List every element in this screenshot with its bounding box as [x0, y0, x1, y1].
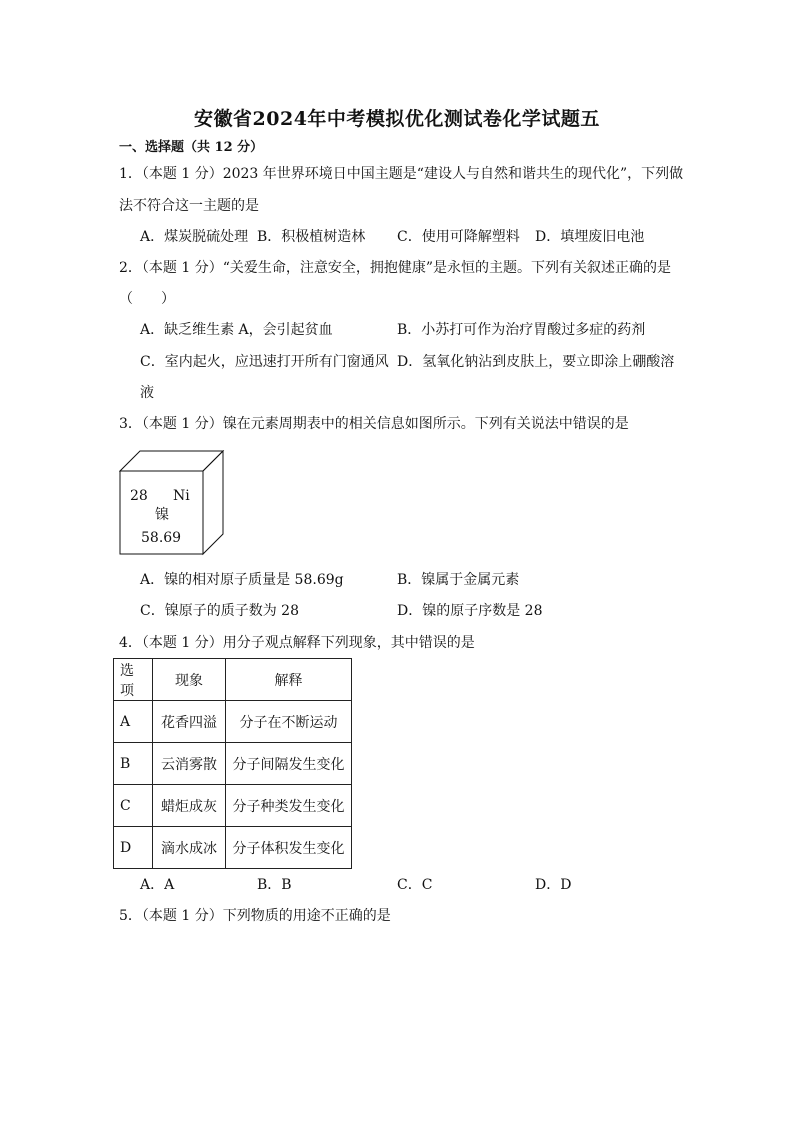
q4-stem-line1: 4．（本题 1 分）用分子观点解释下列现象，其中错误的是	[119, 635, 475, 651]
table-cell: D	[114, 827, 153, 869]
q3-option-b: B．镍属于金属元素	[397, 572, 520, 588]
q1-option-c: C．使用可降解塑料	[397, 229, 520, 245]
page-title: 安徽省2024年中考模拟优化测试卷化学试题五	[194, 108, 600, 130]
q4-option-c: C．C	[397, 877, 433, 893]
q3-option-d: D．镍的原子序数是 28	[397, 603, 543, 619]
table-row	[114, 743, 352, 785]
q1-stem-line1: 1．（本题 1 分）2023 年世界环境日中国主题是“建设人与自然和谐共生的现代化”，下列做	[119, 166, 684, 182]
table-header-cell: 现象	[153, 659, 226, 701]
section-heading: 一、选择题（共 12 分）	[119, 140, 264, 155]
table-row	[114, 701, 352, 743]
table-header-row	[114, 659, 352, 701]
table-header-cell: 选项	[114, 659, 153, 701]
q3-option-a: A．镍的相对原子质量是 58.69g	[140, 572, 344, 588]
table-header-cell: 解释	[226, 659, 352, 701]
table-cell: 分子体积发生变化	[226, 827, 352, 869]
table-cell: 蜡炬成灰	[153, 785, 226, 827]
q2-option-a: A．缺乏维生素 A，会引起贫血	[140, 322, 333, 338]
q2-option-c: C．室内起火，应迅速打开所有门窗通风	[140, 354, 389, 370]
q4-table	[113, 658, 352, 869]
q2-stem-line1: 2．（本题 1 分）“关爱生命，注意安全，拥抱健康”是永恒的主题。下列有关叙述正确的是	[119, 260, 672, 276]
table-cell: 分子间隔发生变化	[226, 743, 352, 785]
table-cell: 分子种类发生变化	[226, 785, 352, 827]
table-cell: B	[114, 743, 153, 785]
table-cell: A	[114, 701, 153, 743]
q1-option-d: D．填埋废旧电池	[535, 229, 645, 245]
q4-option-a: A．A	[140, 877, 175, 893]
table-cell: 云消雾散	[153, 743, 226, 785]
q5-stem-line1: 5．（本题 1 分）下列物质的用途不正确的是	[119, 908, 391, 924]
element-symbol: Ni	[173, 488, 190, 504]
table-cell: 花香四溢	[153, 701, 226, 743]
element-atomic-mass: 58.69	[141, 530, 182, 546]
q2-option-b: B．小苏打可作为治疗胃酸过多症的药剂	[397, 322, 646, 338]
q1-option-b: B．积极植树造林	[257, 229, 366, 245]
q4-option-b: B．B	[257, 877, 292, 893]
q1-option-a: A．煤炭脱硫处理	[140, 229, 249, 245]
q1-stem-line2: 法不符合这一主题的是	[119, 198, 259, 214]
element-atomic-number: 28	[130, 488, 148, 504]
table-row	[114, 827, 352, 869]
element-tile-figure	[119, 450, 229, 560]
table-cell: 分子在不断运动	[226, 701, 352, 743]
q2-option-d: D．氢氧化钠沾到皮肤上，要立即涂上硼酸溶	[397, 354, 675, 370]
q3-option-c: C．镍原子的质子数为 28	[140, 603, 299, 619]
q4-option-d: D．D	[535, 877, 572, 893]
q2-option-d-continued: 液	[140, 385, 154, 401]
table-cell: 滴水成冰	[153, 827, 226, 869]
q3-stem-line1: 3．（本题 1 分）镍在元素周期表中的相关信息如图所示。下列有关说法中错误的是	[119, 416, 629, 432]
table-cell: C	[114, 785, 153, 827]
table-row	[114, 785, 352, 827]
element-name: 镍	[155, 507, 169, 523]
q2-stem-line2: （ ）	[119, 291, 175, 307]
